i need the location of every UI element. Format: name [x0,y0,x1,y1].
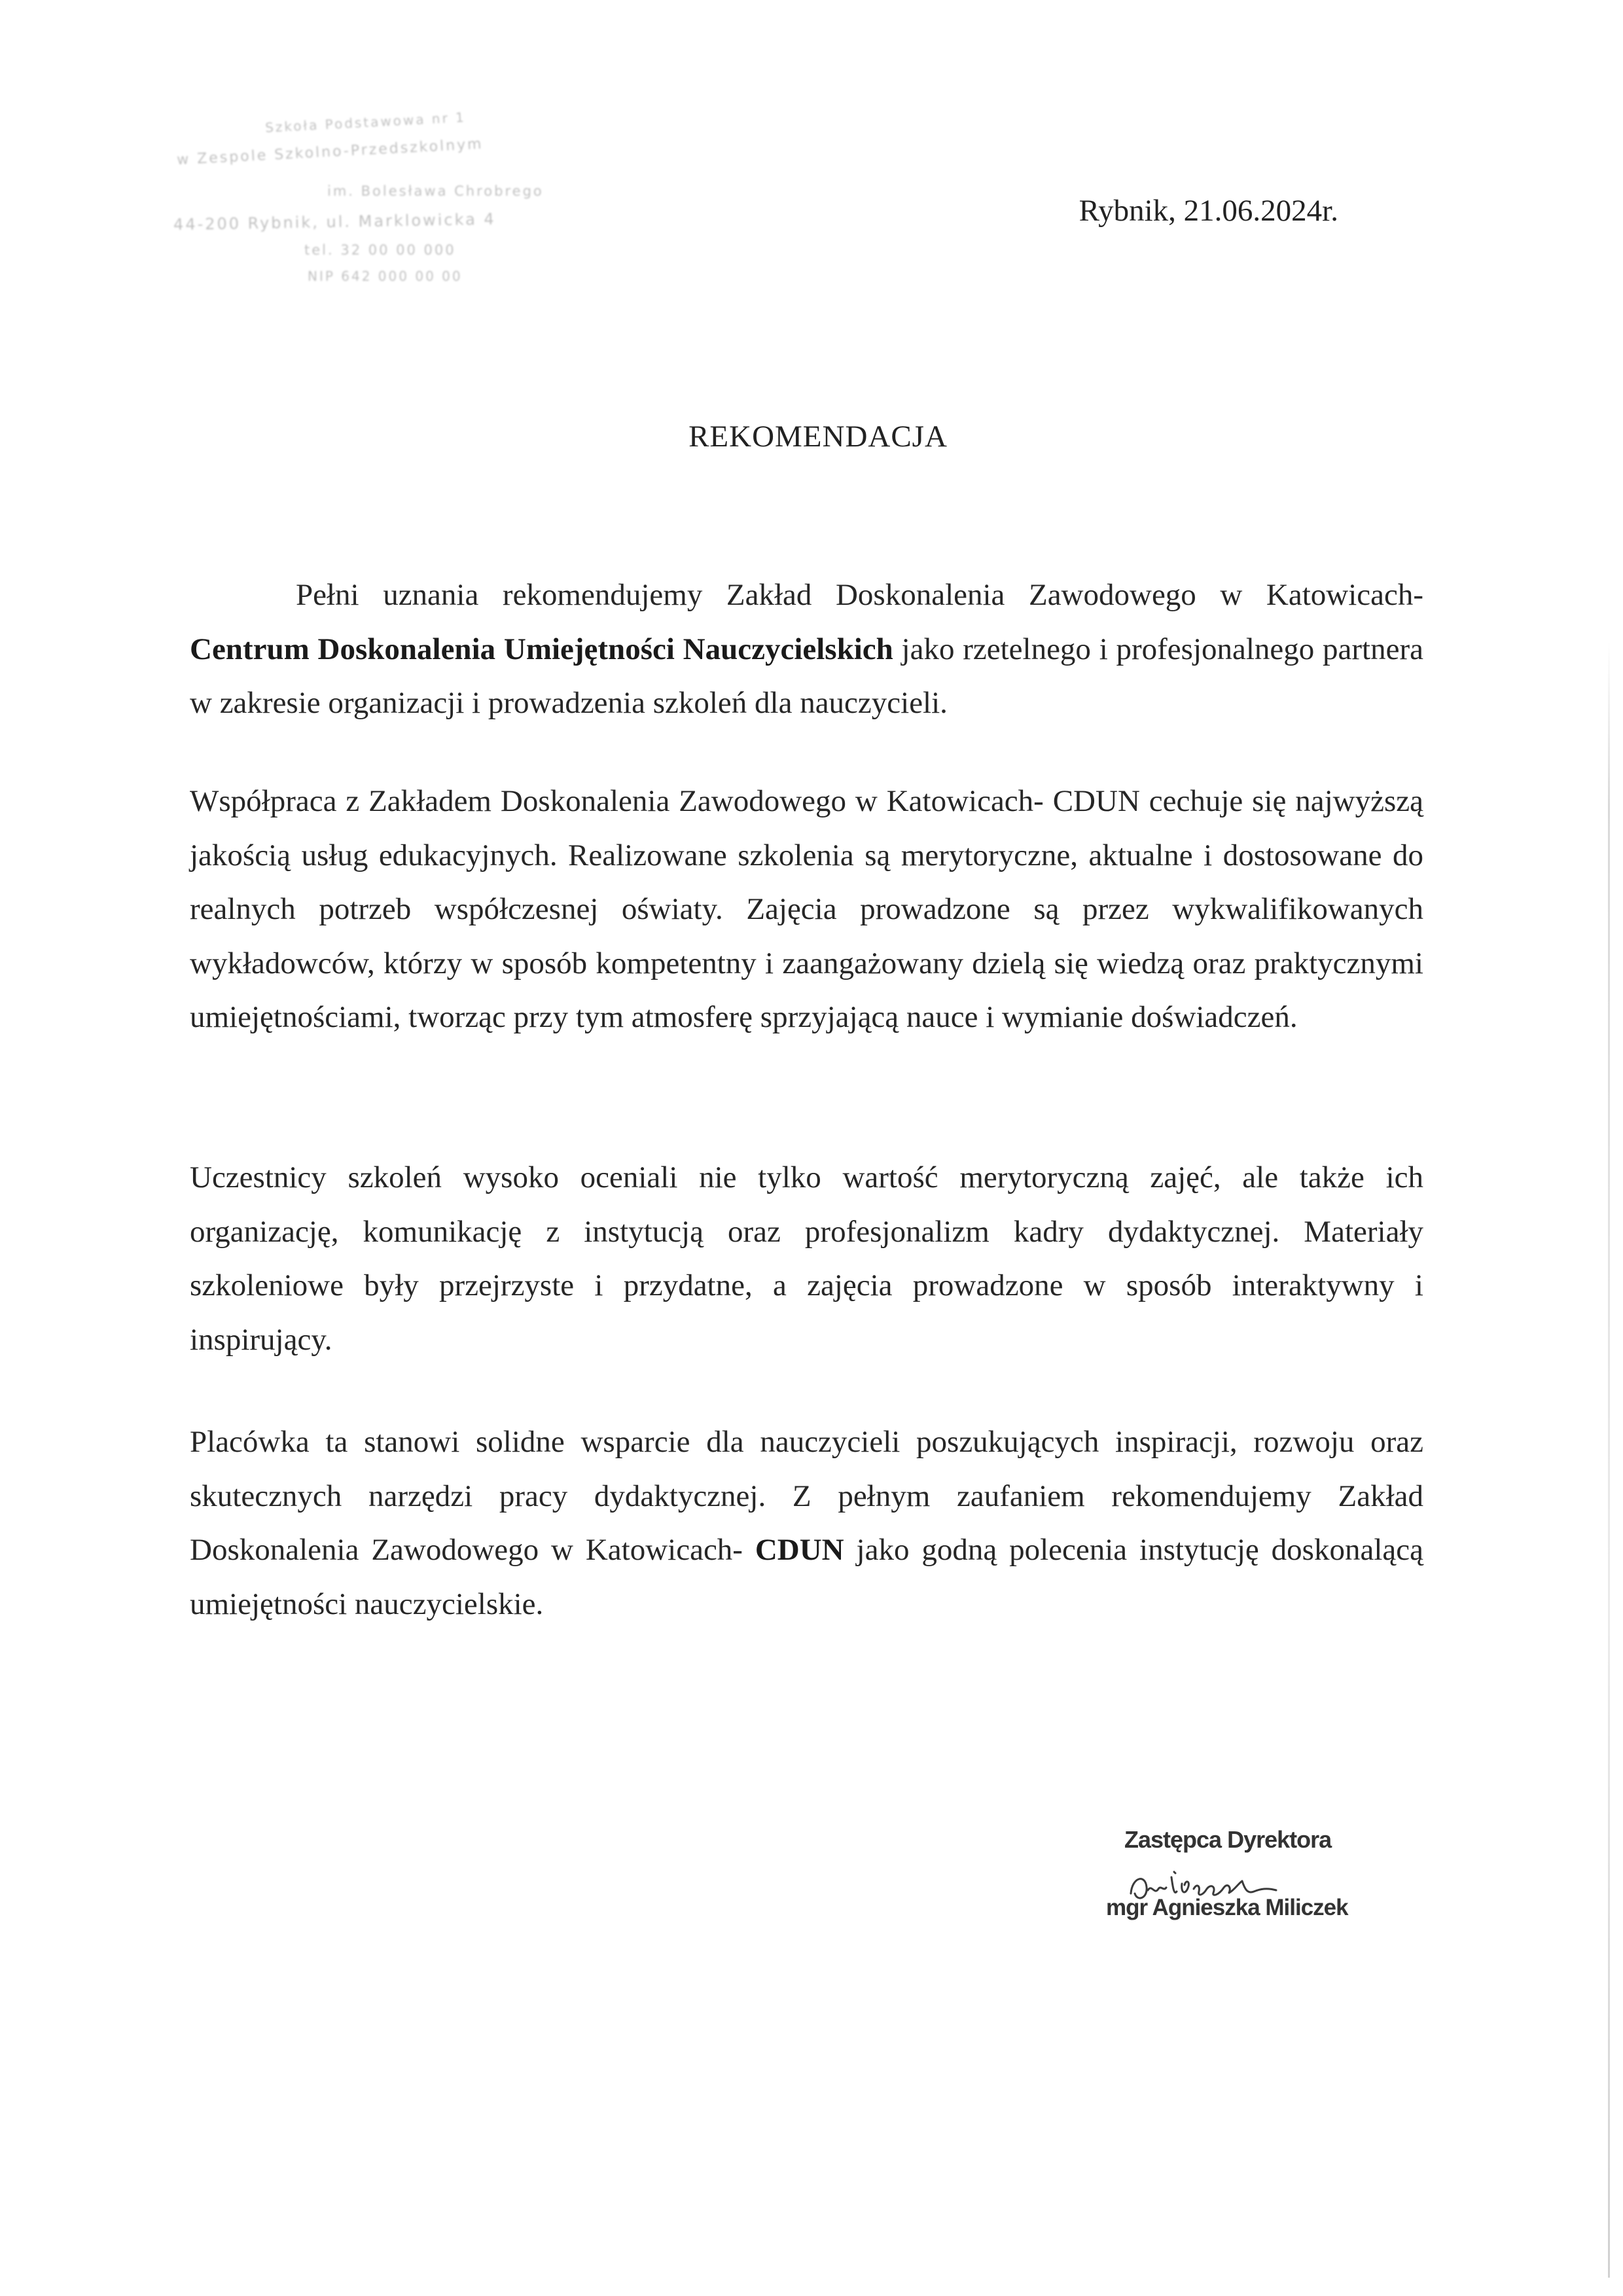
document-date: Rybnik, 21.06.2024r. [1079,194,1338,228]
stamp-line-4: 44-200 Rybnik, ul. Marklowicka 4 [173,209,496,234]
stamp-line-2: w Zespole Szkolno-Przedszkolnym [176,135,484,169]
document-title: REKOMENDACJA [688,420,948,454]
paragraph-4-text-a: Placówka ta stanowi solidne wsparcie dla nauczycieli poszukujących inspiracji, rozwoju oraz skutecznych narzędzi pracy dydaktycznej. Z pełnym zaufaniem rekomendujemy Zakład Doskonalenia Zawodowego w Katowicach- [190,1425,1423,1567]
paragraph-4-bold-cdun: CDUN [755,1533,844,1567]
stamp-line-1: Szkoła Podstawowa nr 1 [264,109,467,136]
paragraph-3: Uczestnicy szkoleń wysoko oceniali nie tylko wartość merytoryczną zajęć, ale także ich organizację, komunikację z instytucją oraz profesjonalizm kadry dydaktycznej. Materiały szkoleniowe były przejrzyste i przydatne, a zajęcia prowadzone w sposób interaktywny i inspirujący. [190,1160,1423,1357]
paragraph-1-text-a: Pełni uznania rekomendujemy Zakład Doskonalenia Zawodowego w Katowicach- [296,578,1423,612]
paragraph-1-bold-institution: Centrum Doskonalenia Umiejętności Nauczycielskich [190,632,893,666]
paragraph-4 [190,1415,1423,1631]
signatory-name: mgr Agnieszka Miliczek [1106,1895,1348,1920]
signatory-role: Zastępca Dyrektora [1124,1826,1332,1853]
stamp-line-5: tel. 32 00 00 000 [304,242,456,258]
paragraph-2: Współpraca z Zakładem Doskonalenia Zawodowego w Katowicach- CDUN cechuje się najwyższą jakością usług edukacyjnych. Realizowane szkolenia są merytoryczne, aktualne i dostosowane do realnych potrzeb współczesnej oświaty. Zajęcia prowadzone są przez wykwalifikowanych wykładowców, którzy w sposób kompetentny i zaangażowany dzielą się wiedzą oraz praktycznymi umiejętnościami, tworząc przy tym atmosferę sprzyjającą nauce i wymianie doświadczeń. [190,784,1423,1034]
institution-stamp [167,109,625,304]
scan-edge-line [1608,641,1610,2278]
paragraph-4-text-c: jako godną polecenia instytucję doskonalącą umiejętności nauczycielskie. [190,1533,1423,1621]
stamp-line-3: im. Bolesława Chrobrego [327,183,544,199]
stamp-line-6: NIP 642 000 00 00 [308,268,463,284]
paragraph-1 [190,568,1423,730]
paragraph-1-text-c: jako rzetelnego i profesjonalnego partnera w zakresie organizacji i prowadzenia szkoleń dla nauczycieli. [190,632,1423,720]
